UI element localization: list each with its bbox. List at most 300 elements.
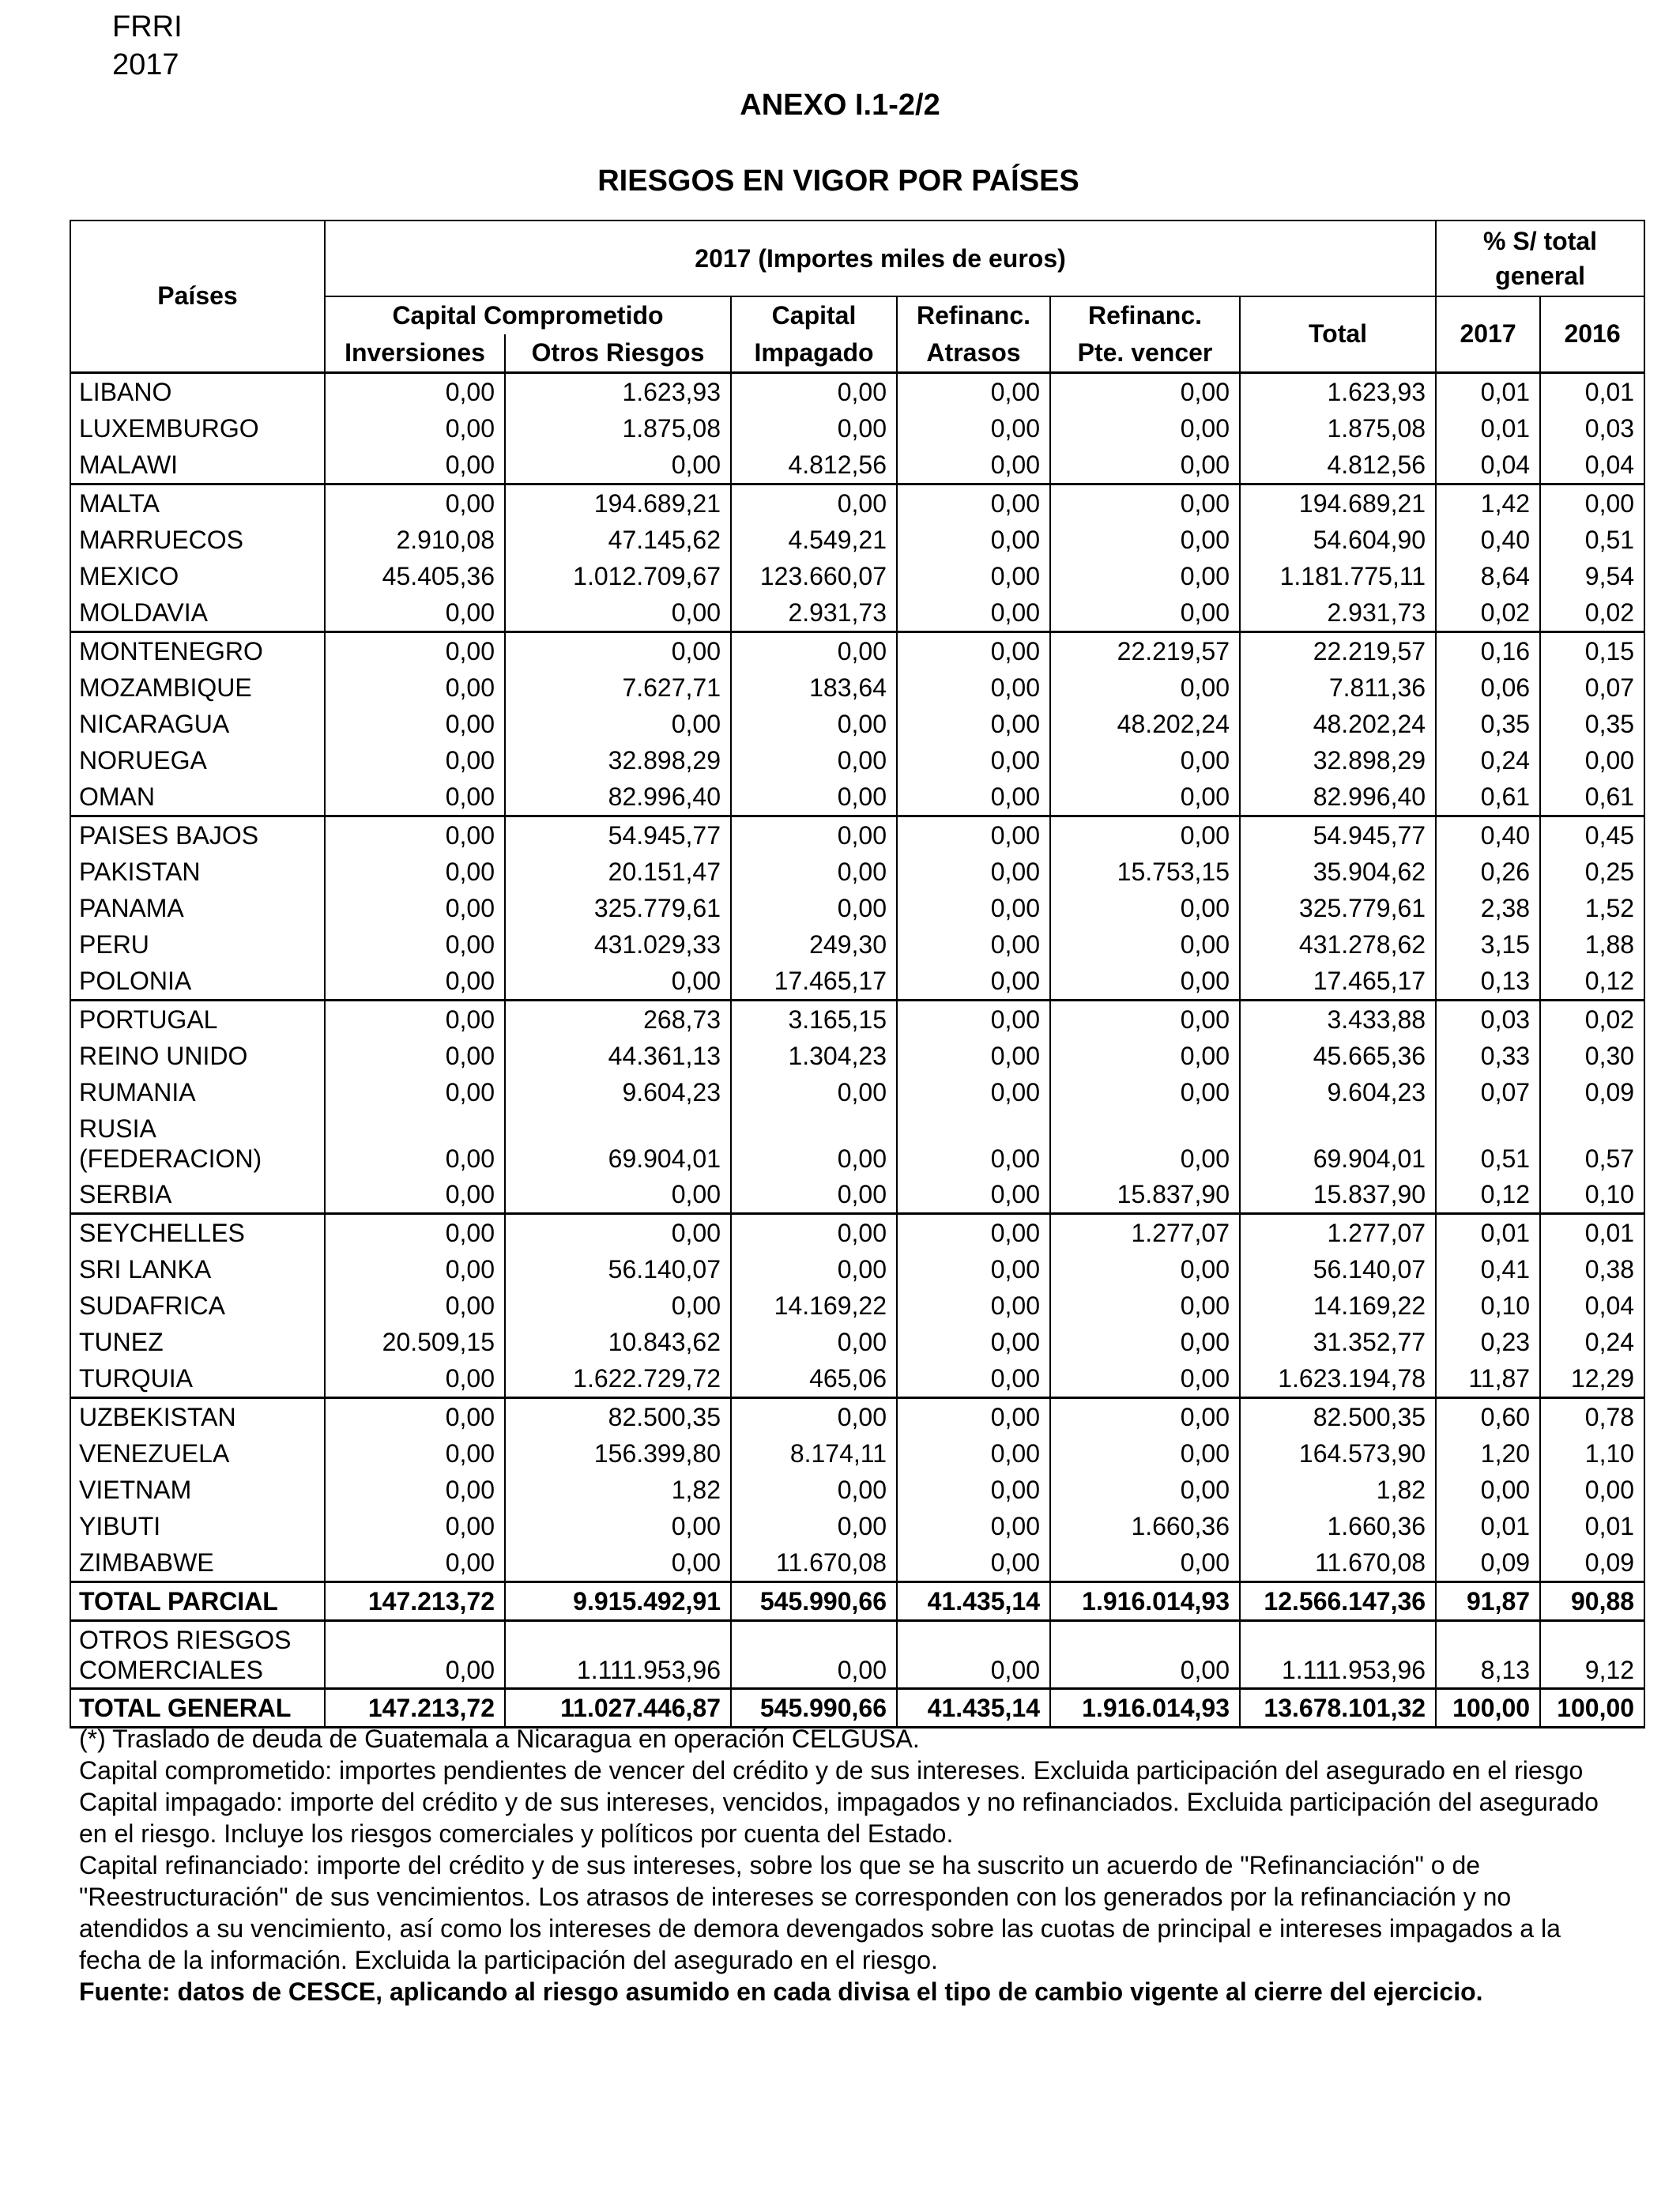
value-cell: 0,00 <box>505 1287 731 1324</box>
value-cell: 0,00 <box>897 778 1050 816</box>
value-cell: 0,00 <box>505 594 731 632</box>
value-cell: 56.140,07 <box>1240 1251 1436 1287</box>
value-cell: 0,00 <box>1050 926 1240 963</box>
value-cell: 0,03 <box>1540 410 1644 447</box>
value-cell: 0,00 <box>325 1110 505 1176</box>
value-cell: 1.111.953,96 <box>505 1620 731 1688</box>
document-year: 2017 <box>112 48 179 81</box>
value-cell: 0,00 <box>1540 484 1644 522</box>
value-cell: 0,00 <box>325 742 505 778</box>
table-row <box>70 410 1644 447</box>
value-cell: 0,02 <box>1436 594 1540 632</box>
value-cell: 1.660,36 <box>1050 1508 1240 1544</box>
value-cell: 8.174,11 <box>731 1435 897 1472</box>
value-cell: 0,00 <box>325 1397 505 1435</box>
value-cell: 1.623,93 <box>1240 372 1436 410</box>
country-cell: OMAN <box>70 778 325 816</box>
value-cell: 0,00 <box>505 963 731 1001</box>
document-code <box>112 8 183 84</box>
value-cell: 0,00 <box>1050 1620 1240 1688</box>
value-cell: 0,00 <box>731 706 897 742</box>
value-cell: 45.665,36 <box>1240 1038 1436 1074</box>
value-cell: 0,00 <box>897 706 1050 742</box>
country-cell: MALTA <box>70 484 325 522</box>
value-cell: 0,00 <box>325 1435 505 1472</box>
value-cell: 0,00 <box>325 372 505 410</box>
document-code-label: FRRI <box>112 10 183 43</box>
value-cell: 0,00 <box>1050 594 1240 632</box>
value-cell: 0,00 <box>897 1287 1050 1324</box>
value-cell: 1.277,07 <box>1050 1213 1240 1251</box>
value-cell: 2,38 <box>1436 890 1540 926</box>
value-cell: 0,00 <box>897 1435 1050 1472</box>
value-cell: 0,00 <box>897 558 1050 594</box>
value-cell: 4.549,21 <box>731 522 897 558</box>
value-cell: 3.165,15 <box>731 1000 897 1038</box>
value-cell: 0,00 <box>1050 447 1240 484</box>
table-row <box>70 890 1644 926</box>
country-cell: SUDAFRICA <box>70 1287 325 1324</box>
value-cell: 0,00 <box>731 1213 897 1251</box>
value-cell: 11.670,08 <box>1240 1544 1436 1582</box>
country-cell: VIETNAM <box>70 1472 325 1508</box>
value-cell: 0,00 <box>325 1360 505 1398</box>
header-impagado: Impagado <box>731 334 897 372</box>
annex-title <box>0 89 1680 123</box>
value-cell: 0,00 <box>731 1620 897 1688</box>
value-cell: 22.219,57 <box>1240 631 1436 669</box>
value-cell: 0,00 <box>897 1620 1050 1688</box>
value-cell: 14.169,22 <box>1240 1287 1436 1324</box>
value-cell: 1.916.014,93 <box>1050 1688 1240 1727</box>
value-cell: 0,00 <box>731 1472 897 1508</box>
value-cell: 7.811,36 <box>1240 669 1436 706</box>
value-cell: 0,00 <box>325 890 505 926</box>
value-cell: 0,16 <box>1436 631 1540 669</box>
country-cell: LUXEMBURGO <box>70 410 325 447</box>
country-cell: PAISES BAJOS <box>70 816 325 854</box>
value-cell: 0,00 <box>325 1472 505 1508</box>
value-cell: 3.433,88 <box>1240 1000 1436 1038</box>
country-cell: UZBEKISTAN <box>70 1397 325 1435</box>
value-cell: 0,00 <box>897 1176 1050 1214</box>
table-row <box>70 1544 1644 1582</box>
table-row <box>70 1620 1644 1688</box>
value-cell: 0,26 <box>1436 854 1540 890</box>
value-cell: 48.202,24 <box>1240 706 1436 742</box>
value-cell: 0,00 <box>1050 742 1240 778</box>
value-cell: 0,61 <box>1540 778 1644 816</box>
value-cell: 0,12 <box>1540 963 1644 1001</box>
value-cell: 0,00 <box>897 1038 1050 1074</box>
value-cell: 156.399,80 <box>505 1435 731 1472</box>
value-cell: 0,33 <box>1436 1038 1540 1074</box>
value-cell: 54.945,77 <box>505 816 731 854</box>
country-cell: MONTENEGRO <box>70 631 325 669</box>
value-cell: 0,00 <box>1050 522 1240 558</box>
value-cell: 2.910,08 <box>325 522 505 558</box>
value-cell: 0,00 <box>325 1038 505 1074</box>
value-cell: 10.843,62 <box>505 1324 731 1360</box>
value-cell: 14.169,22 <box>731 1287 897 1324</box>
country-cell: SEYCHELLES <box>70 1213 325 1251</box>
value-cell: 15.753,15 <box>1050 854 1240 890</box>
value-cell: 1,42 <box>1436 484 1540 522</box>
value-cell: 0,00 <box>1050 816 1240 854</box>
country-cell: PERU <box>70 926 325 963</box>
value-cell: 0,00 <box>731 1508 897 1544</box>
annex-label: ANEXO I.1-2/2 <box>740 89 940 122</box>
value-cell: 0,24 <box>1436 742 1540 778</box>
value-cell: 90,88 <box>1540 1581 1644 1620</box>
value-cell: 20.509,15 <box>325 1324 505 1360</box>
value-cell: 0,00 <box>897 1110 1050 1176</box>
value-cell: 0,00 <box>1050 1000 1240 1038</box>
value-cell: 15.837,90 <box>1050 1176 1240 1214</box>
value-cell: 47.145,62 <box>505 522 731 558</box>
value-cell: 0,00 <box>731 484 897 522</box>
value-cell: 0,02 <box>1540 594 1644 632</box>
value-cell: 545.990,66 <box>731 1688 897 1727</box>
value-cell: 0,00 <box>897 890 1050 926</box>
header-period: 2017 (Importes miles de euros) <box>325 221 1436 296</box>
value-cell: 0,09 <box>1540 1074 1644 1110</box>
table-body <box>70 372 1644 1727</box>
value-cell: 431.278,62 <box>1240 926 1436 963</box>
value-cell: 0,00 <box>731 816 897 854</box>
value-cell: 194.689,21 <box>1240 484 1436 522</box>
value-cell: 0,01 <box>1436 1508 1540 1544</box>
table-row <box>70 594 1644 632</box>
value-cell: 0,35 <box>1436 706 1540 742</box>
country-cell: TOTAL PARCIAL <box>70 1581 325 1620</box>
value-cell: 0,00 <box>1050 1435 1240 1472</box>
value-cell: 100,00 <box>1436 1688 1540 1727</box>
value-cell: 431.029,33 <box>505 926 731 963</box>
value-cell: 0,00 <box>1050 1074 1240 1110</box>
value-cell: 69.904,01 <box>1240 1110 1436 1176</box>
value-cell: 82.996,40 <box>505 778 731 816</box>
value-cell: 0,00 <box>897 447 1050 484</box>
value-cell: 0,24 <box>1540 1324 1644 1360</box>
value-cell: 1.304,23 <box>731 1038 897 1074</box>
value-cell: 0,12 <box>1436 1176 1540 1214</box>
value-cell: 100,00 <box>1540 1688 1644 1727</box>
value-cell: 69.904,01 <box>505 1110 731 1176</box>
value-cell: 0,03 <box>1436 1000 1540 1038</box>
value-cell: 1.622.729,72 <box>505 1360 731 1398</box>
country-cell: LIBANO <box>70 372 325 410</box>
value-cell: 0,04 <box>1540 1287 1644 1324</box>
value-cell: 0,00 <box>1050 1287 1240 1324</box>
header-capital-comprometido: Capital Comprometido <box>325 296 731 334</box>
value-cell: 15.837,90 <box>1240 1176 1436 1214</box>
table-row <box>70 1287 1644 1324</box>
value-cell: 0,00 <box>731 778 897 816</box>
value-cell: 12,29 <box>1540 1360 1644 1398</box>
header-refinanc-atrasos: Refinanc. <box>897 296 1050 334</box>
value-cell: 0,09 <box>1436 1544 1540 1582</box>
table-row <box>70 484 1644 522</box>
table-row <box>70 1472 1644 1508</box>
value-cell: 1.181.775,11 <box>1240 558 1436 594</box>
value-cell: 0,00 <box>897 484 1050 522</box>
value-cell: 0,00 <box>325 706 505 742</box>
value-cell: 8,64 <box>1436 558 1540 594</box>
value-cell: 0,00 <box>731 1110 897 1176</box>
country-cell: PANAMA <box>70 890 325 926</box>
value-cell: 0,78 <box>1540 1397 1644 1435</box>
country-cell: REINO UNIDO <box>70 1038 325 1074</box>
value-cell: 56.140,07 <box>505 1251 731 1287</box>
table-row <box>70 558 1644 594</box>
country-cell: TURQUIA <box>70 1360 325 1398</box>
value-cell: 0,00 <box>731 890 897 926</box>
value-cell: 0,00 <box>505 1176 731 1214</box>
value-cell: 0,00 <box>897 854 1050 890</box>
value-cell: 0,60 <box>1436 1397 1540 1435</box>
table-row <box>70 1213 1644 1251</box>
value-cell: 0,00 <box>897 1397 1050 1435</box>
value-cell: 0,00 <box>325 926 505 963</box>
value-cell: 0,00 <box>1050 558 1240 594</box>
value-cell: 1.875,08 <box>1240 410 1436 447</box>
risk-table <box>70 220 1645 1728</box>
country-cell: PAKISTAN <box>70 854 325 890</box>
value-cell: 0,01 <box>1540 1213 1644 1251</box>
country-cell: NORUEGA <box>70 742 325 778</box>
value-cell: 0,00 <box>325 1176 505 1214</box>
value-cell: 0,45 <box>1540 816 1644 854</box>
value-cell: 48.202,24 <box>1050 706 1240 742</box>
value-cell: 0,07 <box>1540 669 1644 706</box>
value-cell: 0,00 <box>897 372 1050 410</box>
value-cell: 0,00 <box>897 1472 1050 1508</box>
value-cell: 1.111.953,96 <box>1240 1620 1436 1688</box>
country-cell: ZIMBABWE <box>70 1544 325 1582</box>
value-cell: 0,00 <box>325 669 505 706</box>
value-cell: 0,00 <box>731 742 897 778</box>
header-year-2016: 2016 <box>1540 296 1644 372</box>
value-cell: 0,00 <box>325 816 505 854</box>
table-row <box>70 706 1644 742</box>
value-cell: 0,40 <box>1436 522 1540 558</box>
value-cell: 0,00 <box>731 1074 897 1110</box>
value-cell: 13.678.101,32 <box>1240 1688 1436 1727</box>
table-row <box>70 669 1644 706</box>
value-cell: 0,00 <box>897 522 1050 558</box>
value-cell: 0,00 <box>325 410 505 447</box>
value-cell: 1.012.709,67 <box>505 558 731 594</box>
header-total: Total <box>1240 296 1436 372</box>
value-cell: 2.931,73 <box>731 594 897 632</box>
value-cell: 0,00 <box>325 854 505 890</box>
country-cell: PORTUGAL <box>70 1000 325 1038</box>
value-cell: 0,00 <box>505 1213 731 1251</box>
value-cell: 1.916.014,93 <box>1050 1581 1240 1620</box>
value-cell: 0,00 <box>731 1251 897 1287</box>
value-cell: 0,04 <box>1540 447 1644 484</box>
value-cell: 7.627,71 <box>505 669 731 706</box>
value-cell: 9.604,23 <box>505 1074 731 1110</box>
value-cell: 147.213,72 <box>325 1581 505 1620</box>
value-cell: 0,00 <box>897 594 1050 632</box>
value-cell: 0,01 <box>1436 410 1540 447</box>
value-cell: 0,00 <box>897 742 1050 778</box>
value-cell: 0,00 <box>1050 669 1240 706</box>
header-otros-riesgos: Otros Riesgos <box>505 334 731 372</box>
value-cell: 183,64 <box>731 669 897 706</box>
value-cell: 82.500,35 <box>505 1397 731 1435</box>
value-cell: 1.660,36 <box>1240 1508 1436 1544</box>
value-cell: 0,40 <box>1436 816 1540 854</box>
value-cell: 194.689,21 <box>505 484 731 522</box>
value-cell: 325.779,61 <box>1240 890 1436 926</box>
footnotes <box>79 1723 1604 2007</box>
value-cell: 0,61 <box>1436 778 1540 816</box>
value-cell: 11,87 <box>1436 1360 1540 1398</box>
value-cell: 325.779,61 <box>505 890 731 926</box>
value-cell: 0,00 <box>731 410 897 447</box>
page-title: RIESGOS EN VIGOR POR PAÍSES <box>597 164 1079 198</box>
value-cell: 0,00 <box>897 1324 1050 1360</box>
value-cell: 22.219,57 <box>1050 631 1240 669</box>
value-cell: 0,00 <box>1050 1251 1240 1287</box>
value-cell: 0,00 <box>1050 1472 1240 1508</box>
value-cell: 0,01 <box>1540 1508 1644 1544</box>
table-row <box>70 1038 1644 1074</box>
value-cell: 0,00 <box>897 669 1050 706</box>
value-cell: 1.623,93 <box>505 372 731 410</box>
value-cell: 249,30 <box>731 926 897 963</box>
value-cell: 0,00 <box>325 1544 505 1582</box>
value-cell: 0,00 <box>897 1544 1050 1582</box>
header-countries: Países <box>70 221 325 372</box>
value-cell: 0,00 <box>325 1620 505 1688</box>
value-cell: 82.500,35 <box>1240 1397 1436 1435</box>
table-row <box>70 1688 1644 1727</box>
table-row <box>70 1435 1644 1472</box>
table-row <box>70 963 1644 1001</box>
value-cell: 11.027.446,87 <box>505 1688 731 1727</box>
value-cell: 1,10 <box>1540 1435 1644 1472</box>
table-row <box>70 1110 1644 1176</box>
value-cell: 0,00 <box>1050 1544 1240 1582</box>
table-row <box>70 522 1644 558</box>
value-cell: 0,25 <box>1540 854 1644 890</box>
country-cell: TUNEZ <box>70 1324 325 1360</box>
value-cell: 0,00 <box>1050 1397 1240 1435</box>
value-cell: 0,10 <box>1540 1176 1644 1214</box>
value-cell: 0,00 <box>505 631 731 669</box>
value-cell: 0,00 <box>897 816 1050 854</box>
value-cell: 123.660,07 <box>731 558 897 594</box>
header-year-2017: 2017 <box>1436 296 1540 372</box>
value-cell: 0,00 <box>1540 1472 1644 1508</box>
value-cell: 0,00 <box>1050 484 1240 522</box>
value-cell: 0,00 <box>731 1324 897 1360</box>
value-cell: 3,15 <box>1436 926 1540 963</box>
table-row <box>70 742 1644 778</box>
value-cell: 0,35 <box>1540 706 1644 742</box>
value-cell: 17.465,17 <box>731 963 897 1001</box>
country-cell: RUSIA (FEDERACION) <box>70 1110 325 1176</box>
value-cell: 0,01 <box>1436 1213 1540 1251</box>
value-cell: 0,00 <box>1436 1472 1540 1508</box>
table-row <box>70 778 1644 816</box>
table-row <box>70 1176 1644 1214</box>
value-cell: 164.573,90 <box>1240 1435 1436 1472</box>
value-cell: 0,57 <box>1540 1110 1644 1176</box>
country-cell: VENEZUELA <box>70 1435 325 1472</box>
value-cell: 91,87 <box>1436 1581 1540 1620</box>
value-cell: 0,00 <box>731 631 897 669</box>
value-cell: 0,00 <box>325 963 505 1001</box>
value-cell: 0,00 <box>325 594 505 632</box>
country-cell: MARRUECOS <box>70 522 325 558</box>
header-pct-total: % S/ total general <box>1436 221 1644 296</box>
value-cell: 0,00 <box>897 410 1050 447</box>
value-cell: 0,00 <box>897 1360 1050 1398</box>
value-cell: 0,00 <box>325 631 505 669</box>
value-cell: 545.990,66 <box>731 1581 897 1620</box>
country-cell: OTROS RIESGOS COMERCIALES <box>70 1620 325 1688</box>
table-row <box>70 854 1644 890</box>
value-cell: 0,00 <box>897 963 1050 1001</box>
value-cell: 1,20 <box>1436 1435 1540 1472</box>
footnote: Capital impagado: importe del crédito y de sus intereses, vencidos, impagados y no refinanciados. Excluida participación del asegurado en el riesgo. Incluye los riesgos comerciales y políticos por cuenta del Estado. <box>79 1788 1599 1848</box>
table-row <box>70 1074 1644 1110</box>
value-cell: 147.213,72 <box>325 1688 505 1727</box>
value-cell: 0,00 <box>1050 372 1240 410</box>
header-capital: Capital <box>731 296 897 334</box>
value-cell: 0,00 <box>897 1508 1050 1544</box>
table-header <box>70 221 1644 372</box>
value-cell: 4.812,56 <box>1240 447 1436 484</box>
value-cell: 17.465,17 <box>1240 963 1436 1001</box>
value-cell: 1,52 <box>1540 890 1644 926</box>
value-cell: 1.875,08 <box>505 410 731 447</box>
value-cell: 32.898,29 <box>505 742 731 778</box>
value-cell: 44.361,13 <box>505 1038 731 1074</box>
value-cell: 0,00 <box>505 1508 731 1544</box>
value-cell: 20.151,47 <box>505 854 731 890</box>
value-cell: 31.352,77 <box>1240 1324 1436 1360</box>
table-row <box>70 1360 1644 1398</box>
country-cell: RUMANIA <box>70 1074 325 1110</box>
value-cell: 268,73 <box>505 1000 731 1038</box>
country-cell: POLONIA <box>70 963 325 1001</box>
value-cell: 0,00 <box>897 1213 1050 1251</box>
value-cell: 0,00 <box>505 1544 731 1582</box>
value-cell: 0,00 <box>1050 778 1240 816</box>
value-cell: 54.604,90 <box>1240 522 1436 558</box>
value-cell: 0,09 <box>1540 1544 1644 1582</box>
value-cell: 0,00 <box>325 1287 505 1324</box>
value-cell: 0,15 <box>1540 631 1644 669</box>
value-cell: 9,54 <box>1540 558 1644 594</box>
value-cell: 0,04 <box>1436 447 1540 484</box>
value-cell: 0,23 <box>1436 1324 1540 1360</box>
table-row <box>70 447 1644 484</box>
header-refinanc-pte: Refinanc. <box>1050 296 1240 334</box>
value-cell: 0,00 <box>897 1074 1050 1110</box>
table-row <box>70 1000 1644 1038</box>
value-cell: 0,00 <box>325 1074 505 1110</box>
value-cell: 0,07 <box>1436 1074 1540 1110</box>
value-cell: 0,00 <box>897 1251 1050 1287</box>
value-cell: 0,00 <box>897 1000 1050 1038</box>
